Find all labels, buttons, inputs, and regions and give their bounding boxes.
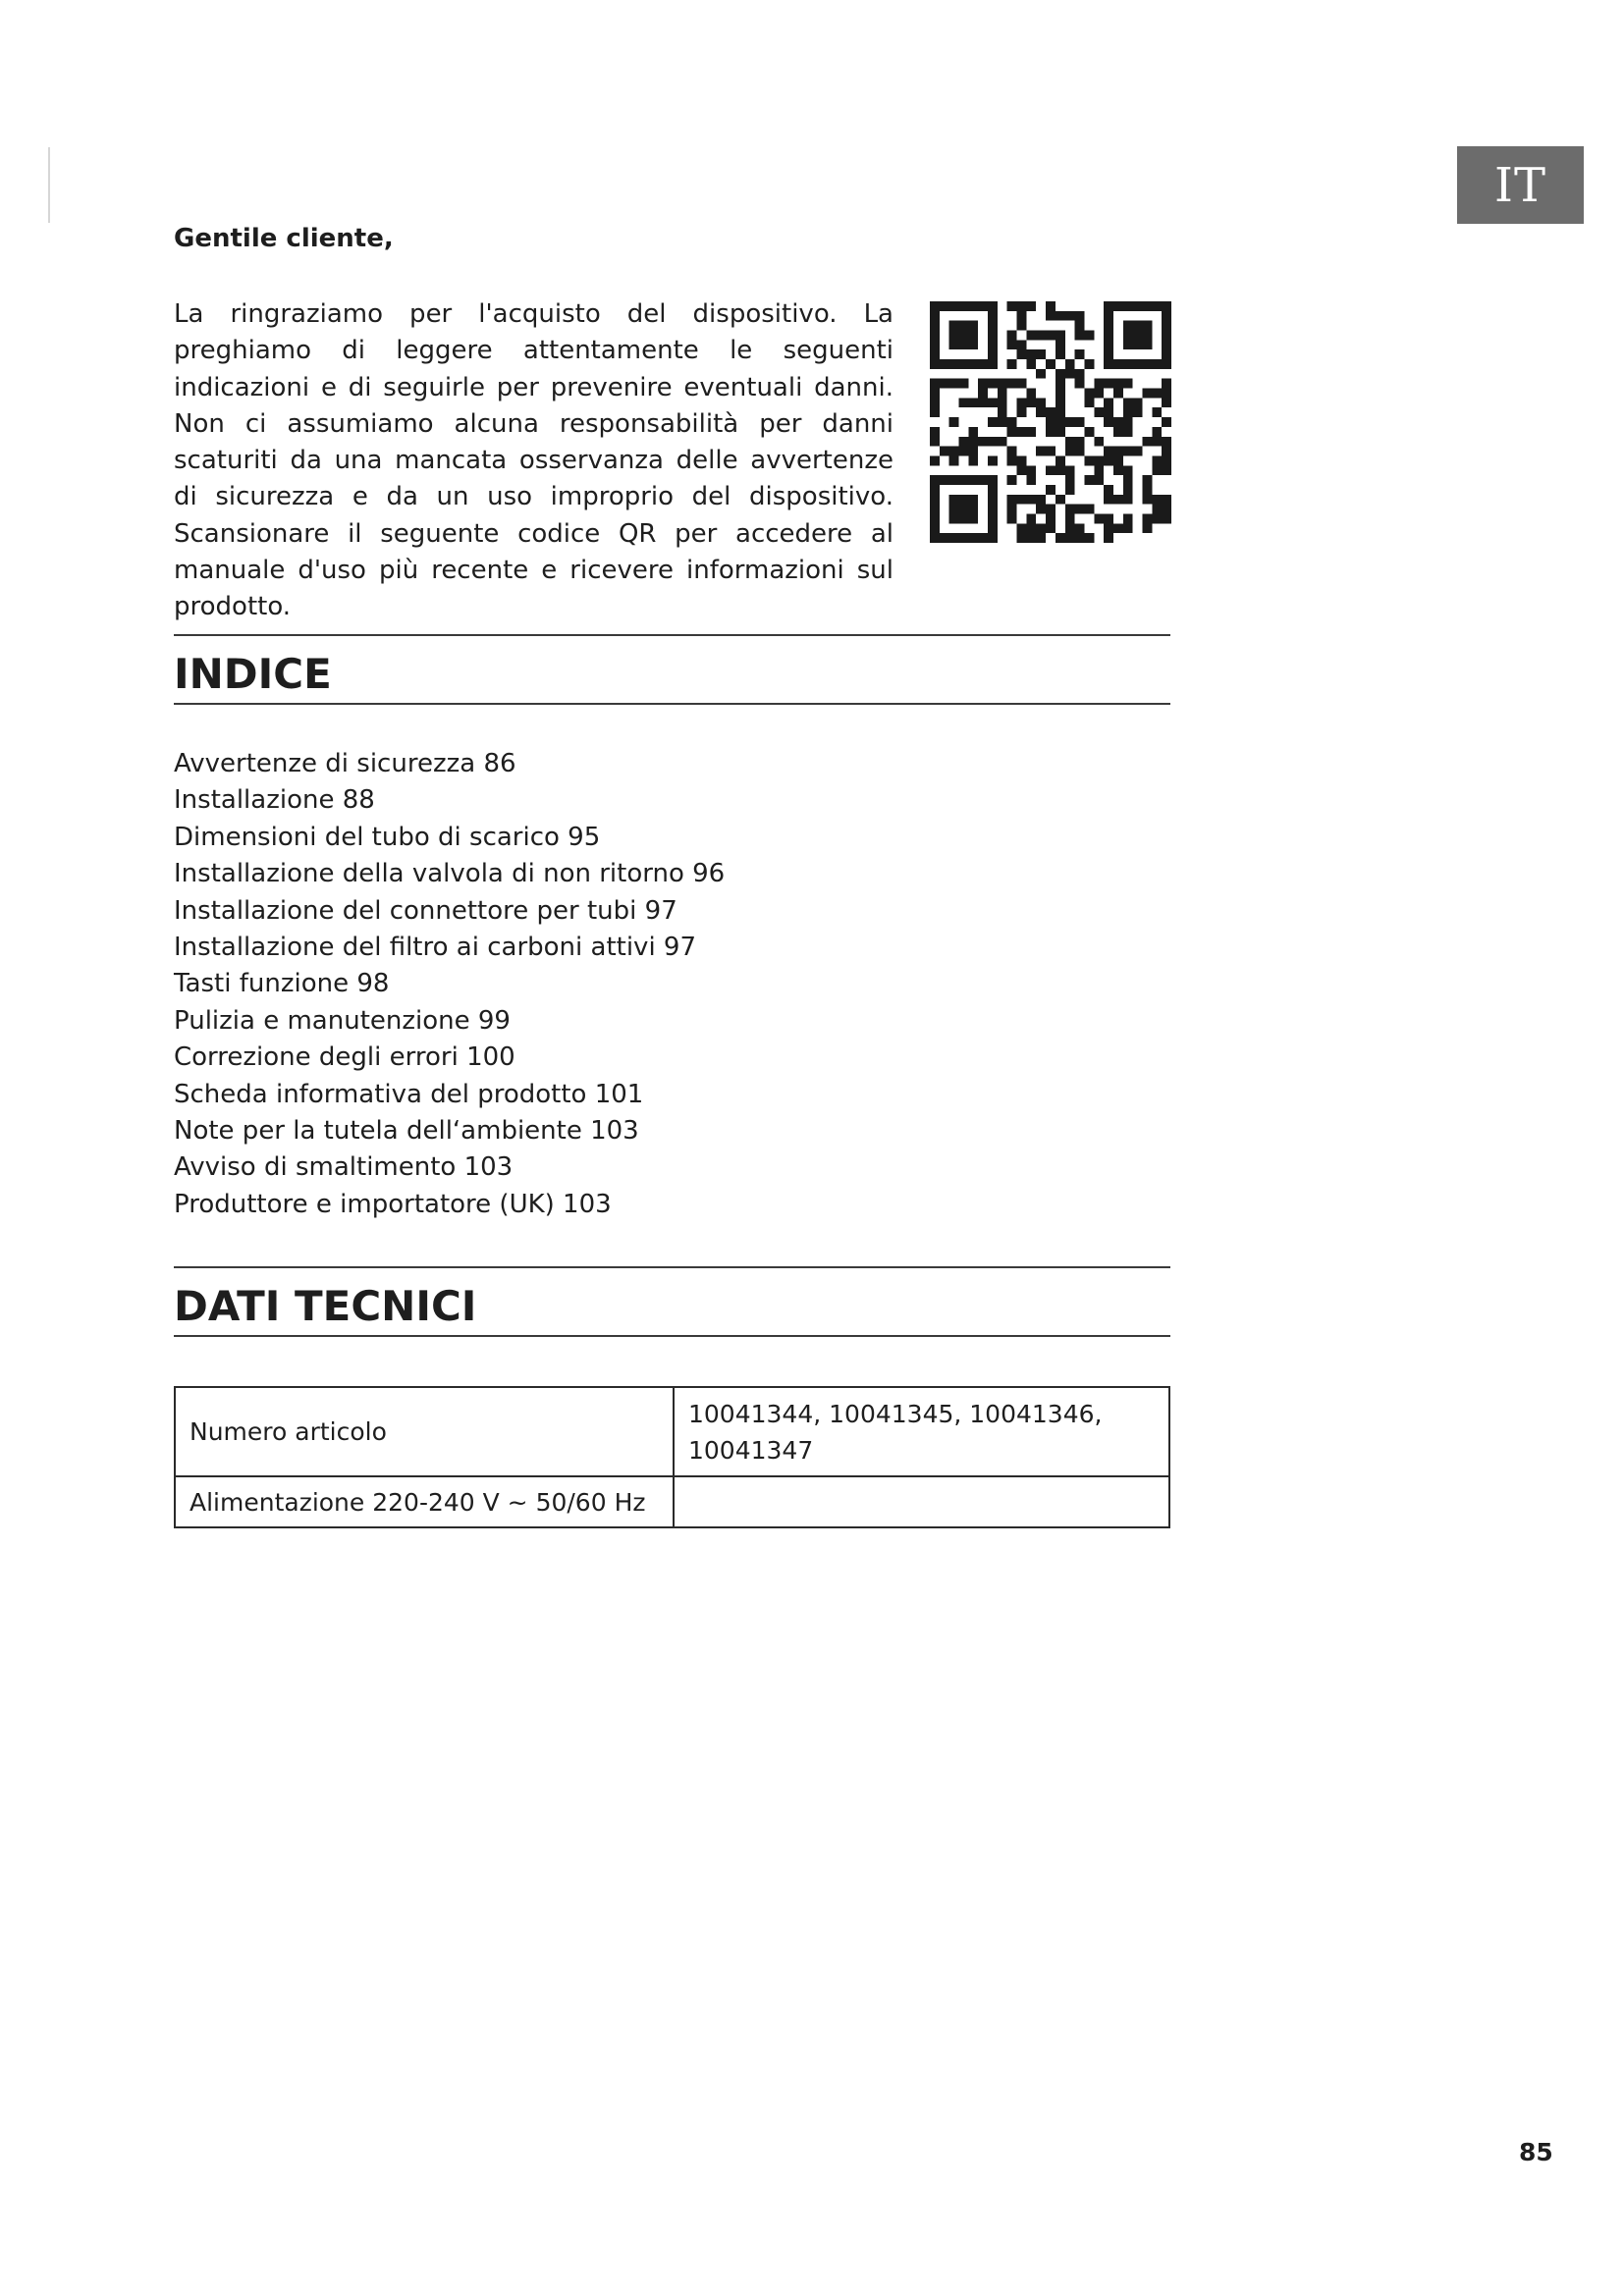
spec-value <box>674 1476 1169 1527</box>
section-rule <box>174 1335 1170 1337</box>
toc-item: Installazione del connettore per tubi 97 <box>174 895 677 926</box>
specs-title: DATI TECNICI <box>174 1282 477 1330</box>
spec-label: Numero articolo <box>175 1387 674 1476</box>
toc-item: Dimensioni del tubo di scarico 95 <box>174 822 601 852</box>
toc-item: Installazione della valvola di non ritorno 96 <box>174 859 726 889</box>
greeting: Gentile cliente, <box>174 224 394 253</box>
page-number: 85 <box>1519 2138 1553 2166</box>
section-rule <box>174 1266 1170 1268</box>
toc-item: Pulizia e manutenzione 99 <box>174 1005 511 1036</box>
table-of-contents <box>174 746 725 1223</box>
toc-item: Avviso di smaltimento 103 <box>174 1152 514 1183</box>
specs-table <box>174 1386 1170 1528</box>
toc-item: Produttore e importatore (UK) 103 <box>174 1189 612 1219</box>
toc-item: Avvertenze di sicurezza 86 <box>174 749 516 778</box>
section-rule <box>174 703 1170 705</box>
intro-paragraph: La ringraziamo per l'acquisto del dispositivo. La preghiamo di leggere attentamente le seguenti indicazioni e di seguirle per prevenire eventuali danni. Non ci assumiamo alcuna responsabilità per danni scaturiti da una mancata osservanza delle avvertenze di sicurezza e da un uso improprio del dispositivo. Scansionare il seguente codice QR per accedere al manuale d'uso più recente e ricevere informazioni sul prodotto. <box>174 299 893 622</box>
spec-label: Alimentazione 220-240 V ~ 50/60 Hz <box>175 1476 674 1527</box>
toc-item: Scheda informativa del prodotto 101 <box>174 1079 644 1109</box>
section-rule <box>174 634 1170 636</box>
margin-line <box>48 147 50 223</box>
toc-item: Correzione degli errori 100 <box>174 1042 515 1073</box>
toc-item: Note per la tutela dell‘ambiente 103 <box>174 1115 639 1146</box>
toc-item: Installazione 88 <box>174 785 375 816</box>
table-row <box>175 1476 1169 1527</box>
index-title: INDICE <box>174 650 332 698</box>
qr-code-icon <box>930 301 1171 543</box>
table-row <box>175 1387 1169 1476</box>
spec-value: 10041344, 10041345, 10041346, 10041347 <box>674 1387 1169 1476</box>
language-tab: IT <box>1457 146 1584 224</box>
toc-item: Tasti funzione 98 <box>174 969 390 999</box>
toc-item: Installazione del filtro ai carboni attivi 97 <box>174 932 697 962</box>
